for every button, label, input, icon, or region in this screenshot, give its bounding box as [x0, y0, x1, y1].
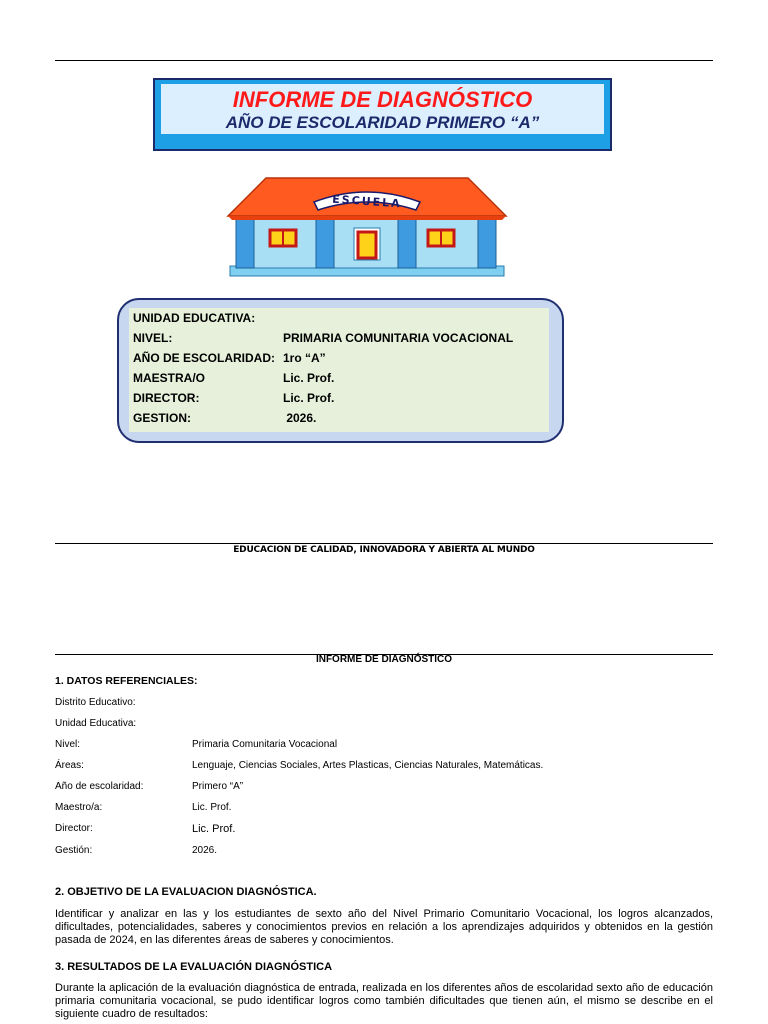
- cover-subtitle: AÑO DE ESCOLARIDAD PRIMERO “A”: [225, 113, 540, 132]
- data-value: Primero “A”: [192, 781, 244, 792]
- section-3-text: Durante la aplicación de la evaluación diagnóstica de entrada, realizada en los diferentes años de escolaridad sexto año de educación primaria comunitaria vocacional, se pudo identificar logros como también dificultades que tienen aún, el mismo se describe en el siguiente cuadro de resultados:: [55, 982, 713, 1020]
- section-2-title: 2. OBJETIVO DE LA EVALUACION DIAGNÓSTICA.: [55, 886, 317, 898]
- info-value: Lic. Prof.: [283, 391, 335, 405]
- data-label: Nivel:: [55, 739, 81, 750]
- info-label: UNIDAD EDUCATIVA:: [133, 311, 256, 325]
- school-info-body: [129, 308, 549, 432]
- motto-rule: [55, 543, 713, 544]
- section-2-text: Identificar y analizar en las y los estudiantes de sexto año del Nivel Primario Comunitario Vocacional, los logros alcanzados, dificultades, potencialidades, saberes y conocimientos previos en relación a los aprendizajes adquiridos y obtenidos en la gestión pasada de 2024, en las diferentes áreas de saberes y conocimientos.: [55, 908, 713, 946]
- school-motto: EDUCACION DE CALIDAD, INNOVADORA Y ABIERTA AL MUNDO: [233, 545, 535, 555]
- info-label: MAESTRA/O: [133, 371, 205, 385]
- info-label: DIRECTOR:: [133, 391, 200, 405]
- data-label: Distrito Educativo:: [55, 697, 136, 708]
- data-label: Unidad Educativa:: [55, 718, 137, 729]
- report-heading: INFORME DE DIAGNÓSTICO: [315, 654, 453, 665]
- school-info-panel: [117, 298, 564, 443]
- top-rule: [55, 60, 713, 61]
- info-value: Lic. Prof.: [283, 371, 335, 385]
- info-value: PRIMARIA COMUNITARIA VOCACIONAL: [283, 331, 514, 345]
- school-building-illustration: [226, 172, 508, 282]
- title-banner: [153, 78, 612, 151]
- data-label: Director:: [55, 823, 93, 834]
- school-sign-text: ESCUELA: [331, 192, 403, 211]
- section-1-title: 1. DATOS REFERENCIALES:: [55, 675, 198, 687]
- data-label: Maestro/a:: [55, 802, 103, 813]
- cover-title: INFORME DE DIAGNÓSTICO: [232, 87, 533, 112]
- data-value: Primaria Comunitaria Vocacional: [192, 739, 338, 750]
- data-label: Áreas:: [55, 760, 84, 771]
- info-value: 1ro “A”: [283, 351, 326, 365]
- info-value: 2026.: [283, 411, 317, 425]
- info-label: NIVEL:: [133, 331, 173, 345]
- data-value: Lic. Prof.: [192, 823, 236, 835]
- section-3-title: 3. RESULTADOS DE LA EVALUACIÓN DIAGNÓSTICA: [55, 961, 333, 973]
- data-label: Gestión:: [55, 845, 93, 856]
- data-value: 2026.: [192, 845, 218, 856]
- data-label: Año de escolaridad:: [55, 781, 144, 792]
- data-value: Lic. Prof.: [192, 802, 232, 813]
- title-banner-inner: [161, 84, 604, 134]
- info-label: GESTION:: [133, 411, 192, 425]
- data-value: Lenguaje, Ciencias Sociales, Artes Plasticas, Ciencias Naturales, Matemáticas.: [192, 760, 544, 771]
- info-label: AÑO DE ESCOLARIDAD:: [133, 351, 276, 365]
